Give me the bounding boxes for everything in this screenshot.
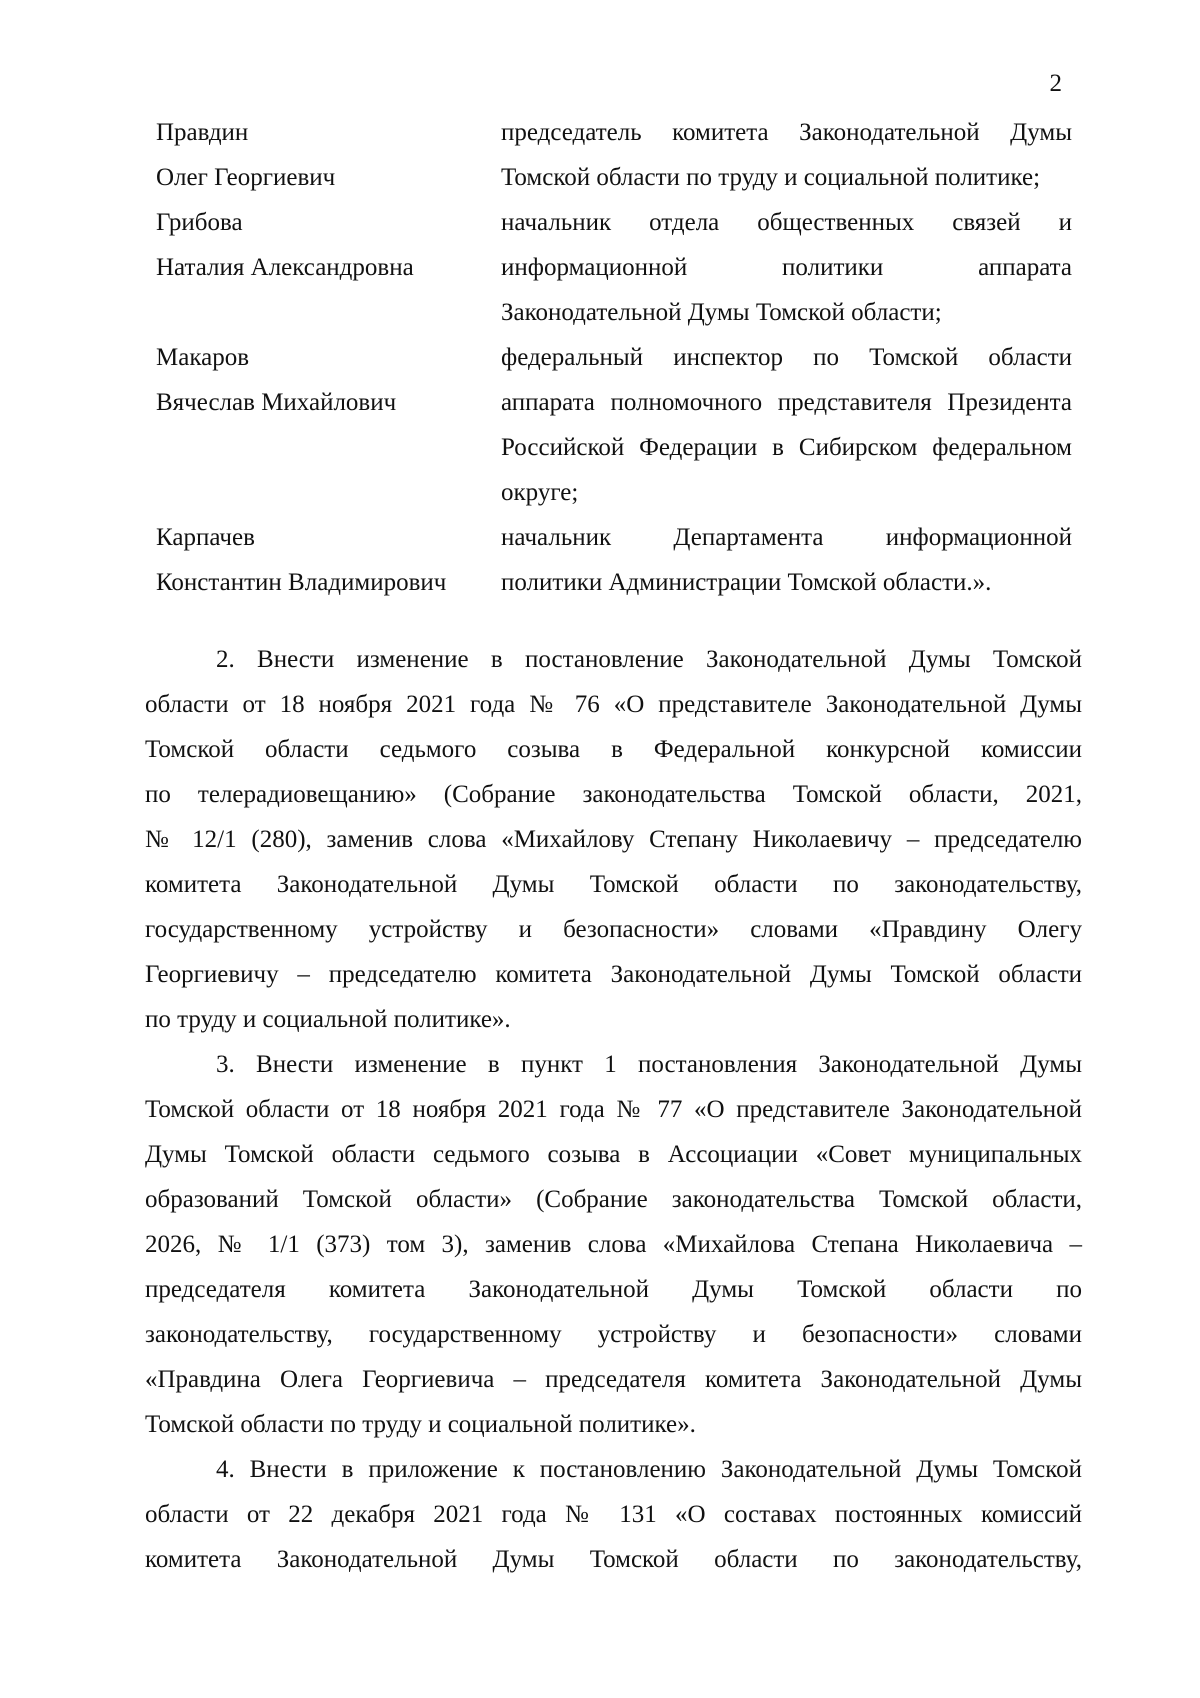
member-role bbox=[501, 515, 1072, 605]
member-name bbox=[156, 110, 501, 200]
member-role-line: начальник Департамента информационной bbox=[501, 524, 1072, 551]
member-name-line: Константин Владимирович bbox=[156, 569, 447, 596]
member-name-line: Олег Георгиевич bbox=[156, 164, 336, 191]
paragraph-line: по телерадиовещанию» (Собрание законодательства Томской области, 2021, bbox=[145, 781, 1082, 808]
member-entry bbox=[156, 200, 1072, 335]
paragraph-line: Томской области от 18 ноября 2021 года № 77 «О представителе Законодательной bbox=[145, 1096, 1082, 1123]
member-role-line: политики Администрации Томской области.». bbox=[501, 569, 992, 596]
paragraph-line: комитета Законодательной Думы Томской области по законодательству, bbox=[145, 1546, 1082, 1573]
member-role bbox=[501, 335, 1072, 515]
paragraph-line: государственному устройству и безопасности» словами «Правдину Олегу bbox=[145, 916, 1082, 943]
member-name bbox=[156, 515, 501, 605]
member-role-line: Законодательной Думы Томской области; bbox=[501, 299, 942, 326]
paragraph-line: № 12/1 (280), заменив слова «Михайлову Степану Николаевичу – председателю bbox=[145, 826, 1082, 853]
member-name bbox=[156, 200, 501, 335]
member-role-line: информационной политики аппарата bbox=[501, 254, 1072, 281]
paragraph-line: Томской области по труду и социальной политике». bbox=[145, 1411, 696, 1438]
paragraph-line: законодательству, государственному устройству и безопасности» словами bbox=[145, 1321, 1082, 1348]
member-role-line: Томской области по труду и социальной политике; bbox=[501, 164, 1041, 191]
member-role-line: Российской Федерации в Сибирском федеральном bbox=[501, 434, 1072, 461]
paragraph-line: 2. Внести изменение в постановление Законодательной Думы Томской bbox=[216, 646, 1082, 673]
member-role-line: председатель комитета Законодательной Думы bbox=[501, 119, 1072, 146]
paragraph-line: образований Томской области» (Собрание законодательства Томской области, bbox=[145, 1186, 1082, 1213]
member-name-line: Наталия Александровна bbox=[156, 254, 414, 281]
paragraph-line: комитета Законодательной Думы Томской области по законодательству, bbox=[145, 871, 1082, 898]
paragraph-line: председателя комитета Законодательной Думы Томской области по bbox=[145, 1276, 1082, 1303]
paragraph-line: области от 18 ноября 2021 года № 76 «О представителе Законодательной Думы bbox=[145, 691, 1082, 718]
paragraph-line: 2026, № 1/1 (373) том 3), заменив слова «Михайлова Степана Николаевича – bbox=[145, 1231, 1082, 1258]
member-entry bbox=[156, 110, 1072, 200]
paragraph-line: Георгиевичу – председателю комитета Законодательной Думы Томской области bbox=[145, 961, 1082, 988]
member-role-line: начальник отдела общественных связей и bbox=[501, 209, 1072, 236]
member-entry bbox=[156, 335, 1072, 515]
paragraph-4 bbox=[145, 1447, 1082, 1582]
member-role-line: округе; bbox=[501, 479, 579, 506]
paragraph-line: 3. Внести изменение в пункт 1 постановления Законодательной Думы bbox=[216, 1051, 1082, 1078]
paragraph-line: области от 22 декабря 2021 года № 131 «О составах постоянных комиссий bbox=[145, 1501, 1082, 1528]
member-name-line: Вячеслав Михайлович bbox=[156, 389, 397, 416]
body-text bbox=[145, 637, 1082, 1582]
paragraph-line: по труду и социальной политике». bbox=[145, 1006, 511, 1033]
paragraph-line: Думы Томской области седьмого созыва в Ассоциации «Совет муниципальных bbox=[145, 1141, 1082, 1168]
member-role-line: федеральный инспектор по Томской области bbox=[501, 344, 1072, 371]
member-entry bbox=[156, 515, 1072, 605]
member-name-line: Грибова bbox=[156, 209, 243, 236]
paragraph-line: 4. Внести в приложение к постановлению Законодательной Думы Томской bbox=[216, 1456, 1082, 1483]
paragraph-line: «Правдина Олега Георгиевича – председателя комитета Законодательной Думы bbox=[145, 1366, 1082, 1393]
member-name-line: Карпачев bbox=[156, 524, 255, 551]
member-name-line: Макаров bbox=[156, 344, 249, 371]
member-name bbox=[156, 335, 501, 515]
member-name-line: Правдин bbox=[156, 119, 249, 146]
paragraph-2 bbox=[145, 637, 1082, 1042]
page-number: 2 bbox=[1049, 70, 1062, 97]
paragraph-line: Томской области седьмого созыва в Федеральной конкурсной комиссии bbox=[145, 736, 1082, 763]
member-role-line: аппарата полномочного представителя Президента bbox=[501, 389, 1072, 416]
member-role bbox=[501, 200, 1072, 335]
member-role bbox=[501, 110, 1072, 200]
members-list bbox=[156, 110, 1072, 605]
paragraph-3 bbox=[145, 1042, 1082, 1447]
